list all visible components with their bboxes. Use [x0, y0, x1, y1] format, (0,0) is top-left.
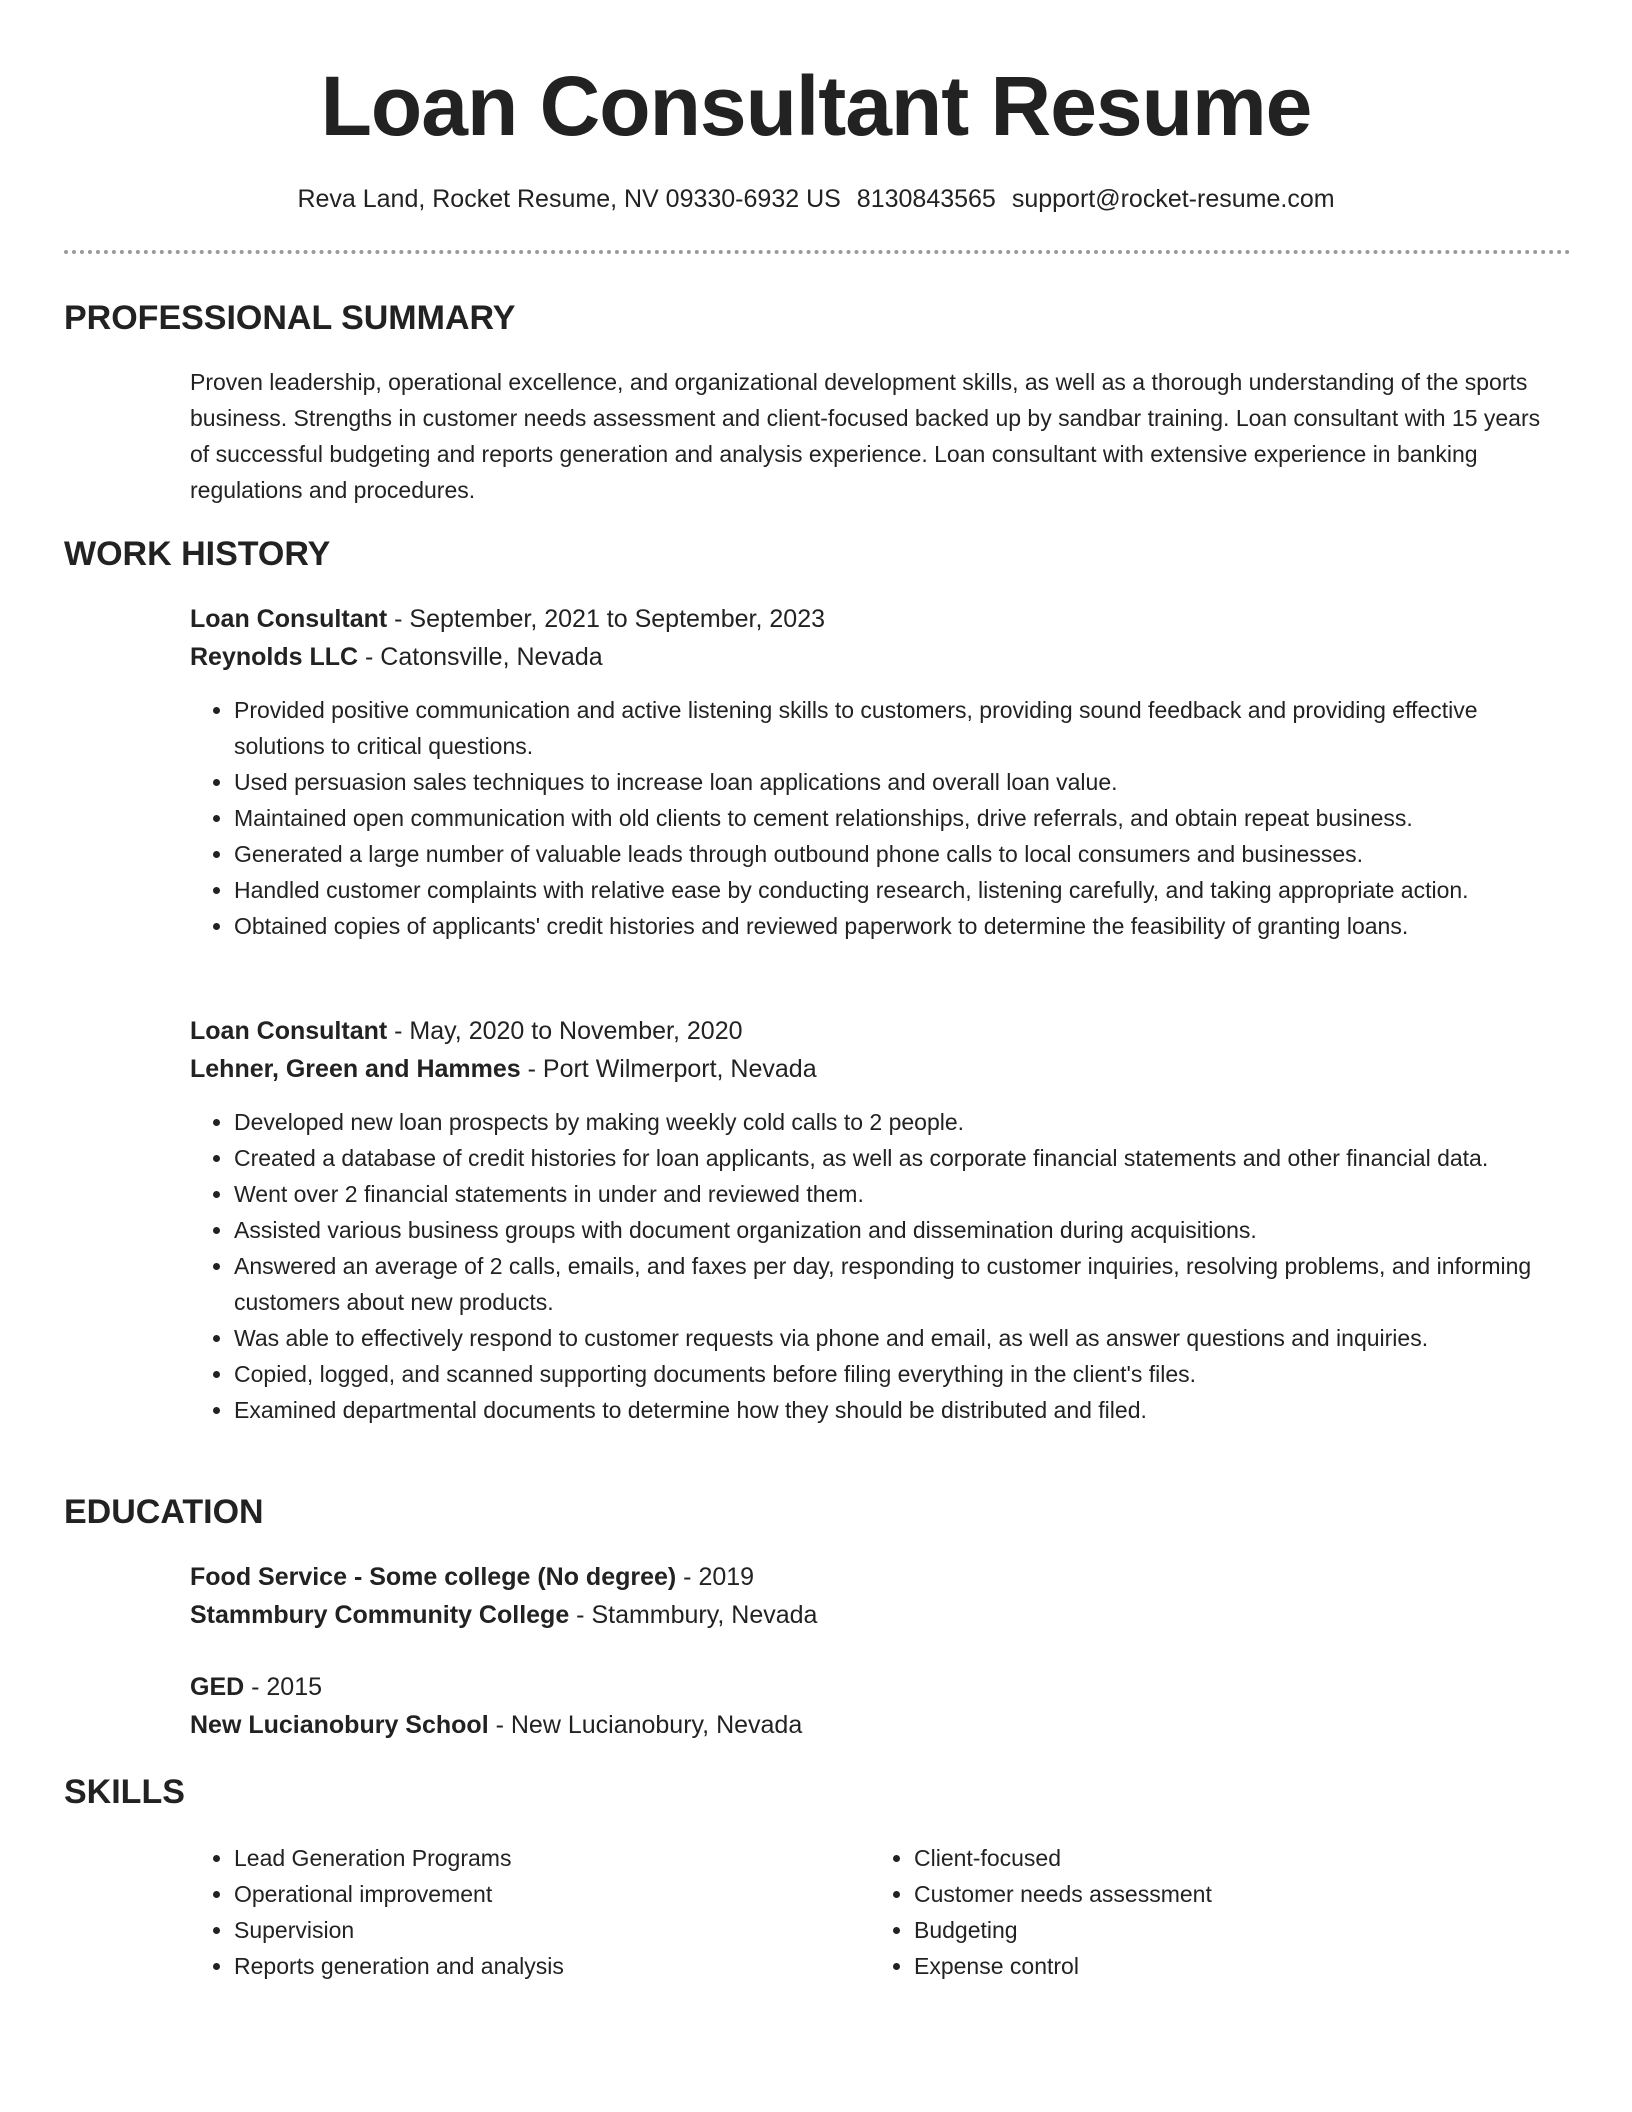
list-item: • Answered an average of 2 calls, emails, and faxes per day, responding to customer inquiries, resolving problems, and informing customers about new products. — [234, 1248, 1570, 1320]
degree-line — [190, 1558, 1570, 1596]
list-item: • Used persuasion sales techniques to increase loan applications and overall loan value. — [234, 764, 1570, 800]
degree-line — [190, 1668, 1570, 1706]
job-dates: - May, 2020 to November, 2020 — [387, 1017, 743, 1045]
education-heading: EDUCATION — [64, 1493, 264, 1531]
job-company-line — [190, 1050, 1570, 1088]
school-line — [190, 1596, 1570, 1634]
school: New Lucianobury School — [190, 1711, 489, 1739]
skills-column-right — [870, 1840, 1490, 1984]
degree-year: - 2019 — [676, 1563, 755, 1591]
job-title-line — [190, 600, 1570, 638]
skills-heading: SKILLS — [64, 1773, 185, 1811]
skill-item: • Customer needs assessment — [914, 1876, 1490, 1912]
job-title: Loan Consultant — [190, 605, 388, 633]
job-duties-list — [190, 692, 1570, 944]
job-title-line — [190, 1012, 1570, 1050]
list-item: • Copied, logged, and scanned supporting documents before filing everything in the client's files. — [234, 1356, 1570, 1392]
list-item: • Developed new loan prospects by making weekly cold calls to 2 people. — [234, 1104, 1570, 1140]
work-history-heading: WORK HISTORY — [64, 535, 331, 573]
summary-text: Proven leadership, operational excellence, and organizational development skills, as well as a thorough understanding of the sports business. Strengths in customer needs assessment and client-focused backed up by sandbar training. Loan consultant with 15 years of successful budgeting and reports generation and analysis experience. Loan consultant with extensive experience in banking regulations and procedures. — [190, 369, 1541, 503]
skills-list — [870, 1840, 1490, 1984]
job-location: - Port Wilmerport, Nevada — [520, 1055, 817, 1083]
job-title: Loan Consultant — [190, 1017, 388, 1045]
list-item: • Went over 2 financial statements in under and reviewed them. — [234, 1176, 1570, 1212]
job-company: Reynolds LLC — [190, 643, 359, 671]
education-entry — [190, 1558, 1570, 1634]
contact-email: support@rocket-resume.com — [1011, 185, 1335, 213]
skill-item: • Lead Generation Programs — [234, 1840, 810, 1876]
job-company: Lehner, Green and Hammes — [190, 1055, 521, 1083]
skill-item: • Expense control — [914, 1948, 1490, 1984]
job-duties-list — [190, 1104, 1570, 1428]
contact-address: Reva Land, Rocket Resume, NV 09330-6932 US — [297, 185, 841, 213]
skill-item: • Budgeting — [914, 1912, 1490, 1948]
list-item: • Provided positive communication and active listening skills to customers, providing sound feedback and providing effective solutions to critical questions. — [234, 692, 1570, 764]
skill-item: • Supervision — [234, 1912, 810, 1948]
list-item: • Obtained copies of applicants' credit histories and reviewed paperwork to determine the feasibility of granting loans. — [234, 908, 1570, 944]
skill-item: • Reports generation and analysis — [234, 1948, 810, 1984]
contact-line — [0, 182, 1632, 216]
degree: Food Service - Some college (No degree) — [190, 1563, 677, 1591]
list-item: • Assisted various business groups with document organization and dissemination during acquisitions. — [234, 1212, 1570, 1248]
school-location: - New Lucianobury, Nevada — [488, 1711, 803, 1739]
summary-section — [190, 364, 1565, 508]
job-entry — [190, 1012, 1570, 1428]
header-divider — [64, 250, 1571, 254]
list-item: • Maintained open communication with old clients to cement relationships, drive referrals, and obtain repeat business. — [234, 800, 1570, 836]
skills-column-left — [190, 1840, 810, 1984]
skills-list — [190, 1840, 810, 1984]
school: Stammbury Community College — [190, 1601, 570, 1629]
degree-year: - 2015 — [244, 1673, 323, 1701]
skill-item: • Operational improvement — [234, 1876, 810, 1912]
job-location: - Catonsville, Nevada — [358, 643, 603, 671]
summary-heading: PROFESSIONAL SUMMARY — [64, 299, 516, 337]
list-item: • Generated a large number of valuable leads through outbound phone calls to local consumers and businesses. — [234, 836, 1570, 872]
school-location: - Stammbury, Nevada — [569, 1601, 818, 1629]
list-item: • Handled customer complaints with relative ease by conducting research, listening carefully, and taking appropriate action. — [234, 872, 1570, 908]
contact-phone: 8130843565 — [856, 185, 996, 213]
education-entry — [190, 1668, 1570, 1744]
school-line — [190, 1706, 1570, 1744]
list-item: • Was able to effectively respond to customer requests via phone and email, as well as answer questions and inquiries. — [234, 1320, 1570, 1356]
skill-item: • Client-focused — [914, 1840, 1490, 1876]
degree: GED — [190, 1673, 245, 1701]
job-company-line — [190, 638, 1570, 676]
job-dates: - September, 2021 to September, 2023 — [387, 605, 826, 633]
job-entry — [190, 600, 1570, 944]
list-item: • Examined departmental documents to determine how they should be distributed and filed. — [234, 1392, 1570, 1428]
list-item: • Created a database of credit histories for loan applicants, as well as corporate financial statements and other financial data. — [234, 1140, 1570, 1176]
resume-title: Loan Consultant Resume — [320, 59, 1312, 153]
